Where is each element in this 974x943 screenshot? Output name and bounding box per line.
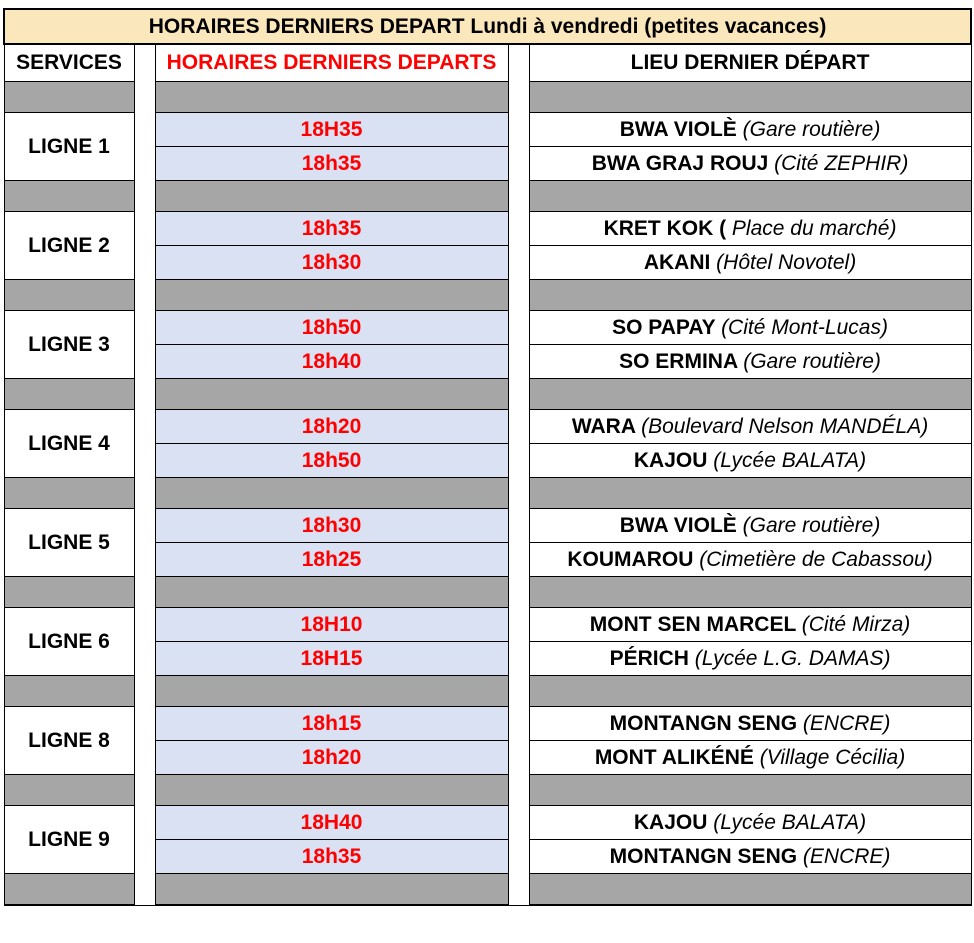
stop-name: AKANI	[643, 250, 711, 274]
departure-time: 18h30	[155, 246, 508, 280]
sep-services	[4, 676, 134, 707]
stop-detail: (Cité Mirza)	[801, 612, 911, 636]
departure-place	[529, 113, 971, 147]
departure-place	[529, 311, 971, 345]
header-times: HORAIRES DERNIERS DEPARTS	[155, 44, 508, 82]
sep-place	[529, 82, 971, 113]
stop-detail: (Lycée BALATA)	[713, 448, 867, 472]
sep-times	[155, 82, 508, 113]
sep-services	[4, 775, 134, 806]
stop-detail: Place du marché)	[731, 216, 897, 240]
header-services: SERVICES	[4, 44, 134, 82]
departure-place	[529, 840, 971, 874]
service-line-name: LIGNE 5	[4, 509, 134, 577]
stop-detail: (Village Cécilia)	[759, 745, 906, 769]
sep-services	[4, 577, 134, 608]
title-row	[4, 9, 971, 44]
departure-time: 18H15	[155, 642, 508, 676]
right-gutter	[508, 44, 529, 905]
sep-place	[529, 478, 971, 509]
sep-times	[155, 280, 508, 311]
departure-place	[529, 509, 971, 543]
stop-detail: (Gare routière)	[742, 513, 881, 537]
stop-name: MONT ALIKÉNÉ	[594, 745, 754, 769]
service-line-name: LIGNE 8	[4, 707, 134, 775]
service-line-name: LIGNE 9	[4, 806, 134, 874]
service-line-name: LIGNE 2	[4, 212, 134, 280]
stop-detail: (Hôtel Novotel)	[716, 250, 857, 274]
stop-name: KOUMAROU	[567, 547, 694, 571]
stop-detail: (ENCRE)	[802, 711, 891, 735]
departure-place	[529, 608, 971, 642]
stop-name: BWA VIOLÈ	[619, 513, 737, 537]
sep-times	[155, 775, 508, 806]
departure-place	[529, 543, 971, 577]
stop-detail: (Cimetière de Cabassou)	[699, 547, 933, 571]
service-line-name: LIGNE 1	[4, 113, 134, 181]
sep-place	[529, 181, 971, 212]
sep-place	[529, 676, 971, 707]
stop-name: BWA VIOLÈ	[619, 117, 737, 141]
service-line-name: LIGNE 4	[4, 410, 134, 478]
departure-time: 18h20	[155, 741, 508, 775]
stop-name: KAJOU	[633, 810, 708, 834]
departure-time: 18h50	[155, 444, 508, 478]
departure-place	[529, 741, 971, 775]
stop-detail: (Gare routière)	[742, 117, 881, 141]
stop-name: KRET KOK (	[603, 216, 727, 240]
sep-place	[529, 874, 971, 906]
departure-time: 18h35	[155, 840, 508, 874]
stop-detail: (Lycée L.G. DAMAS)	[694, 646, 891, 670]
departure-time: 18h50	[155, 311, 508, 345]
departure-time: 18h15	[155, 707, 508, 741]
stop-name: KAJOU	[633, 448, 708, 472]
sep-times	[155, 181, 508, 212]
departure-time: 18H35	[155, 113, 508, 147]
sep-times	[155, 676, 508, 707]
sep-services	[4, 181, 134, 212]
stop-detail: (Cité ZEPHIR)	[774, 151, 909, 175]
stop-detail: (Boulevard Nelson MANDÉLA)	[641, 414, 929, 438]
stop-detail: (Gare routière)	[743, 349, 881, 373]
departure-place	[529, 642, 971, 676]
departure-time: 18h25	[155, 543, 508, 577]
stop-name: SO ERMINA	[619, 349, 738, 373]
departure-place	[529, 410, 971, 444]
departure-place	[529, 212, 971, 246]
stop-name: WARA	[571, 414, 636, 438]
stop-name: MONT SEN MARCEL	[589, 612, 796, 636]
departure-time: 18h40	[155, 345, 508, 379]
left-gutter	[134, 44, 155, 905]
service-line-name: LIGNE 6	[4, 608, 134, 676]
departure-place	[529, 707, 971, 741]
sep-place	[529, 577, 971, 608]
departure-place	[529, 147, 971, 181]
sep-services	[4, 379, 134, 410]
stop-detail: (Cité Mont-Lucas)	[721, 315, 888, 339]
departure-time: 18H40	[155, 806, 508, 840]
departure-time: 18h20	[155, 410, 508, 444]
sep-services	[4, 874, 134, 906]
header-place: LIEU DERNIER DÉPART	[529, 44, 971, 82]
stop-detail: (ENCRE)	[802, 844, 891, 868]
departure-time: 18H10	[155, 608, 508, 642]
departure-time: 18h35	[155, 212, 508, 246]
sep-times	[155, 379, 508, 410]
departure-place	[529, 345, 971, 379]
departure-time: 18h30	[155, 509, 508, 543]
departure-time: 18h35	[155, 147, 508, 181]
sep-services	[4, 82, 134, 113]
stop-name: MONTANGN SENG	[609, 711, 798, 735]
stop-name: SO PAPAY	[612, 315, 716, 339]
departure-place	[529, 806, 971, 840]
schedule-table	[3, 8, 972, 906]
sep-services	[4, 478, 134, 509]
departure-place	[529, 246, 971, 280]
departure-place	[529, 444, 971, 478]
stop-name: MONTANGN SENG	[609, 844, 798, 868]
sep-times	[155, 577, 508, 608]
sep-place	[529, 379, 971, 410]
table-title: HORAIRES DERNIERS DEPART Lundi à vendredi (petites vacances)	[4, 9, 971, 44]
sep-times	[155, 478, 508, 509]
stop-name: BWA GRAJ ROUJ	[591, 151, 769, 175]
service-line-name: LIGNE 3	[4, 311, 134, 379]
sep-place	[529, 280, 971, 311]
sep-services	[4, 280, 134, 311]
sep-times	[155, 874, 508, 906]
header-row	[4, 44, 971, 82]
stop-detail: (Lycée BALATA)	[713, 810, 867, 834]
stop-name: PÉRICH	[609, 646, 689, 670]
sep-place	[529, 775, 971, 806]
